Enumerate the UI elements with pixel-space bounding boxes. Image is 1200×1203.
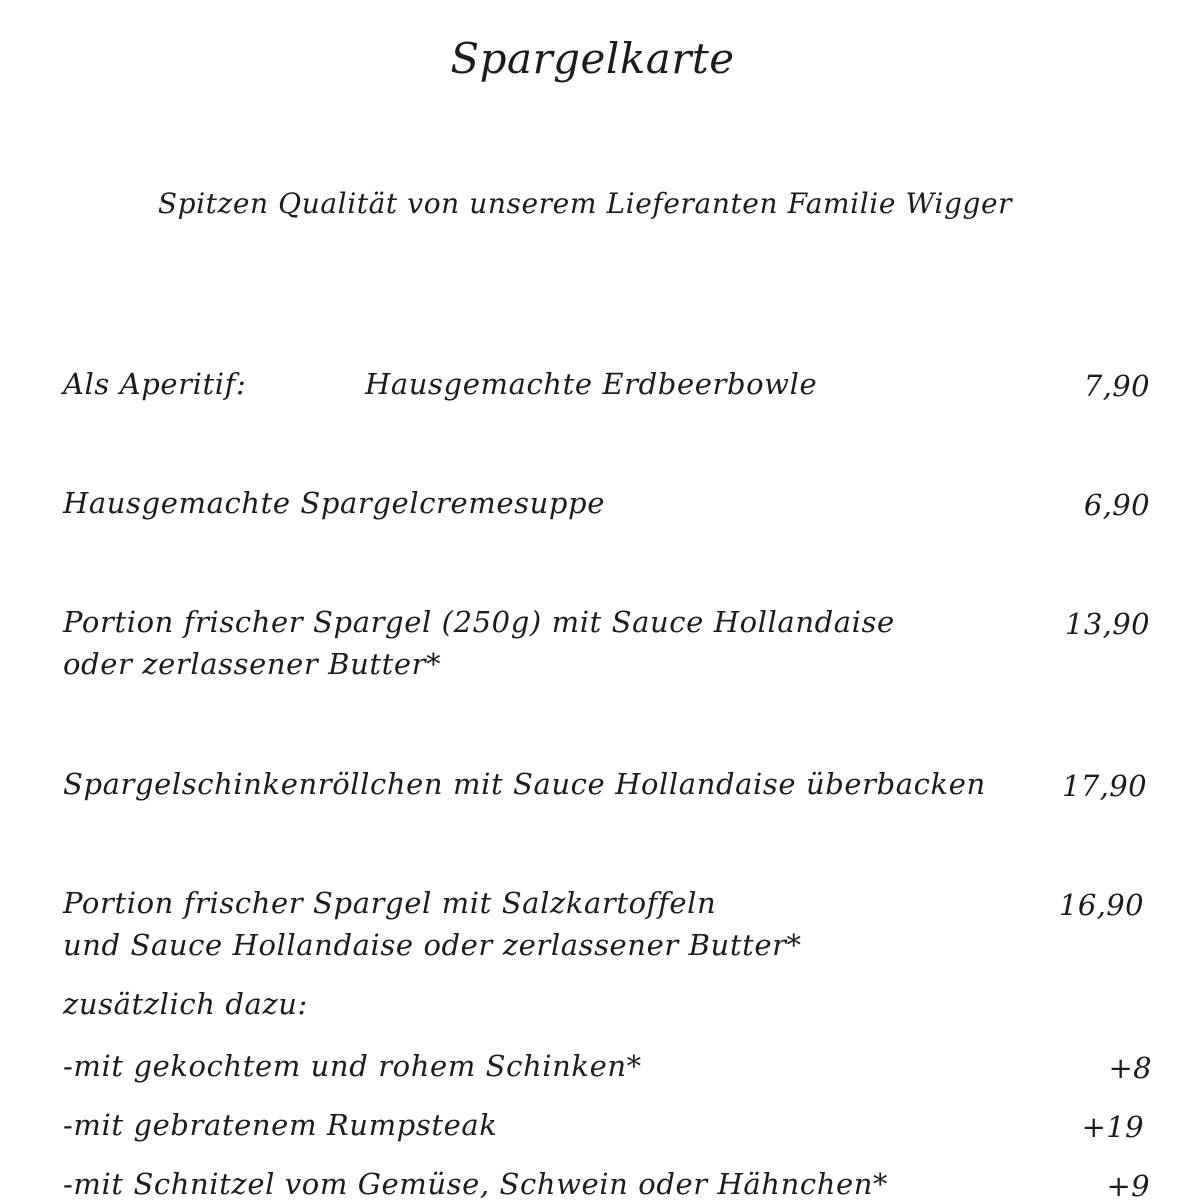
aperitif-name: Hausgemachte Erdbeerbowle: [365, 367, 818, 401]
extra-option-ham: -mit gekochtem und rohem Schinken*: [63, 1049, 642, 1083]
menu-item-asparagus-portion-price: 13,90: [1064, 607, 1150, 641]
extra-option-ham-price: +8: [1108, 1051, 1152, 1085]
menu-item-soup: Hausgemachte Spargelcremesuppe: [63, 486, 605, 520]
menu-item-asparagus-potatoes: Portion frischer Spargel mit Salzkartoffeln: [63, 886, 717, 920]
menu-item-ham-rolls-price: 17,90: [1061, 769, 1147, 803]
aperitif-label: Als Aperitif:: [63, 367, 247, 401]
extra-option-schnitzel-price: +9: [1106, 1169, 1150, 1203]
menu-item-asparagus-portion-line2: oder zerlassener Butter*: [63, 647, 442, 681]
menu-subtitle: Spitzen Qualität von unserem Lieferanten Familie Wigger: [157, 187, 1013, 220]
extras-heading: zusätzlich dazu:: [63, 987, 308, 1021]
extra-option-rumpsteak: -mit gebratenem Rumpsteak: [63, 1108, 498, 1142]
extra-option-rumpsteak-price: +19: [1081, 1110, 1144, 1144]
aperitif-price: 7,90: [1083, 369, 1150, 403]
menu-title: Spargelkarte: [450, 34, 735, 83]
menu-item-asparagus-portion: Portion frischer Spargel (250g) mit Sauce Hollandaise: [63, 605, 895, 639]
extra-option-schnitzel: -mit Schnitzel vom Gemüse, Schwein oder Hähnchen*: [63, 1167, 889, 1201]
menu-item-ham-rolls: Spargelschinkenröllchen mit Sauce Hollandaise überbacken: [63, 767, 986, 801]
menu-item-asparagus-potatoes-price: 16,90: [1058, 888, 1144, 922]
menu-item-soup-price: 6,90: [1083, 488, 1150, 522]
menu-item-asparagus-potatoes-line2: und Sauce Hollandaise oder zerlassener Butter*: [63, 928, 802, 962]
